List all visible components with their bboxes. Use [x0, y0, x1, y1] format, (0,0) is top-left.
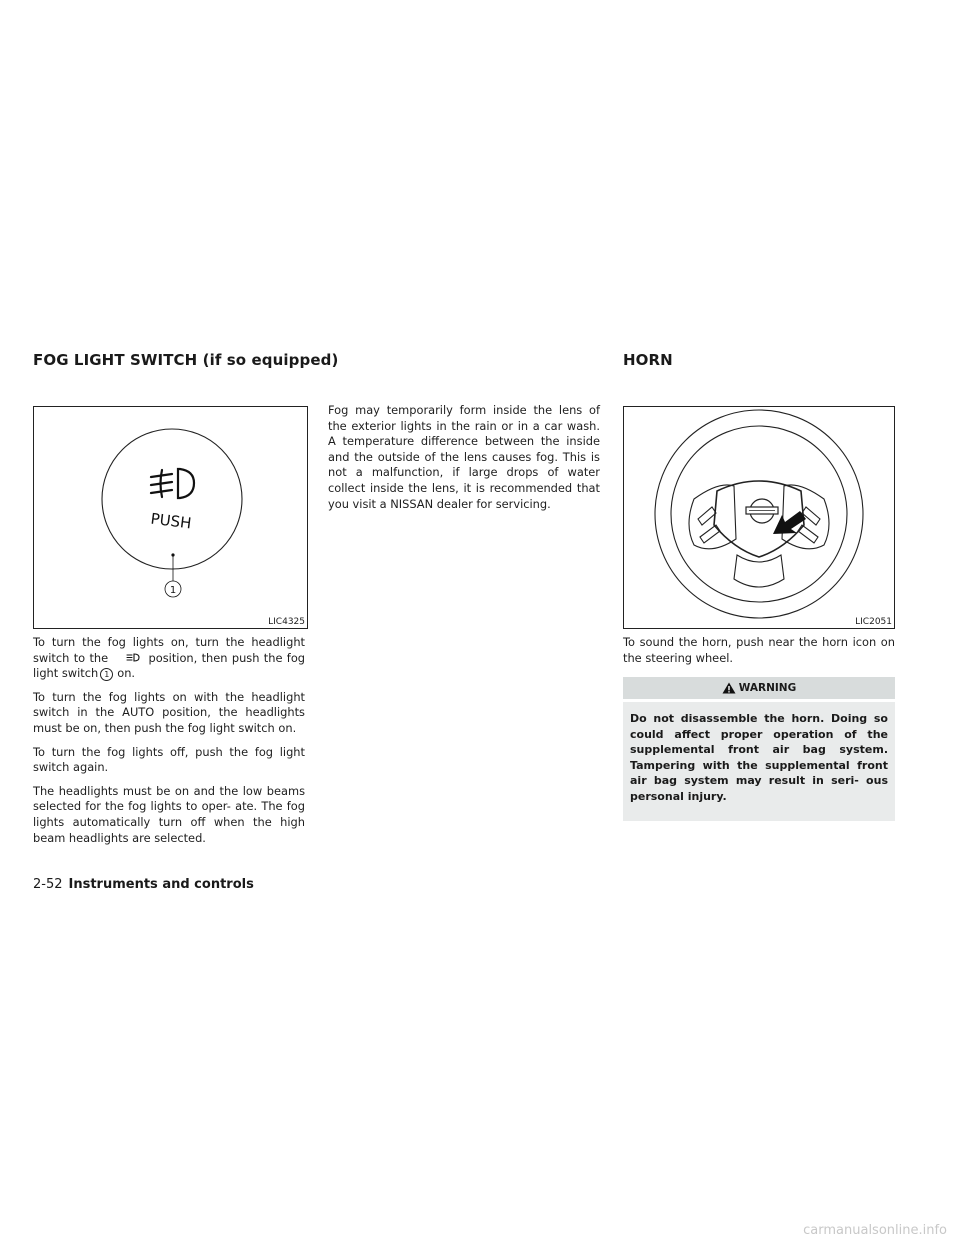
- fog-light-switch-figure: [33, 406, 308, 629]
- figure-code: LIC2051: [855, 617, 892, 627]
- fog-note: [328, 403, 600, 520]
- text-span: position, then push the fog light switch: [33, 650, 306, 681]
- push-label: PUSH: [149, 509, 193, 533]
- fog-light-icon: [151, 469, 194, 498]
- callout-number: 1: [100, 668, 113, 681]
- watermark: carmanualsonline.info: [803, 1223, 947, 1238]
- chapter-title: Instruments and controls: [68, 877, 254, 892]
- horn-figure: [623, 406, 895, 629]
- text-span: on.: [117, 666, 136, 681]
- warning-body: Do not disassemble the horn. Doing so could affect proper operation of the supplemental front air bag system. Tampering with the supplemental front air bag system may result in seri- ous personal injury.: [623, 702, 895, 821]
- nissan-logo-icon: [746, 499, 778, 523]
- page-number: 2-52: [33, 877, 63, 892]
- figure-code: LIC4325: [268, 617, 305, 627]
- paragraph: Fog may temporarily form inside the lens of the exterior lights in the rain or in a car wash. A temperature difference between the inside and the outside of the lens causes fog. This is not a malfunction, if large drops of water collect inside the lens, it is recommended that you visit a NISSAN dealer for servicing.: [328, 403, 600, 511]
- paragraph: To turn the fog lights on with the headlight switch in the AUTO position, the headlights must be on, then push the fog light switch on.: [33, 689, 305, 735]
- horn-section-title: HORN: [623, 351, 673, 369]
- paragraph: [33, 635, 305, 682]
- fog-light-section-title: FOG LIGHT SWITCH (if so equipped): [33, 351, 339, 369]
- warning-title: WARNING: [738, 682, 797, 694]
- paragraph: To turn the fog lights off, push the fog light switch again.: [33, 744, 305, 775]
- fog-light-instructions: [33, 635, 305, 854]
- callout-number: 1: [169, 585, 177, 596]
- warning-box: [623, 677, 895, 821]
- text-span: To turn the fog lights on, turn the headlight switch to the: [33, 635, 305, 665]
- horn-instructions: [623, 635, 895, 674]
- warning-triangle-icon: [722, 682, 736, 694]
- warning-header: [623, 677, 895, 699]
- paragraph: The headlights must be on and the low beams selected for the fog lights to oper- ate. The fog lights automatically turn off when the high beam headlights are selected.: [33, 783, 305, 845]
- headlight-position-icon: [113, 652, 149, 663]
- page-footer: [33, 877, 254, 892]
- paragraph: To sound the horn, push near the horn icon on the steering wheel.: [623, 635, 895, 665]
